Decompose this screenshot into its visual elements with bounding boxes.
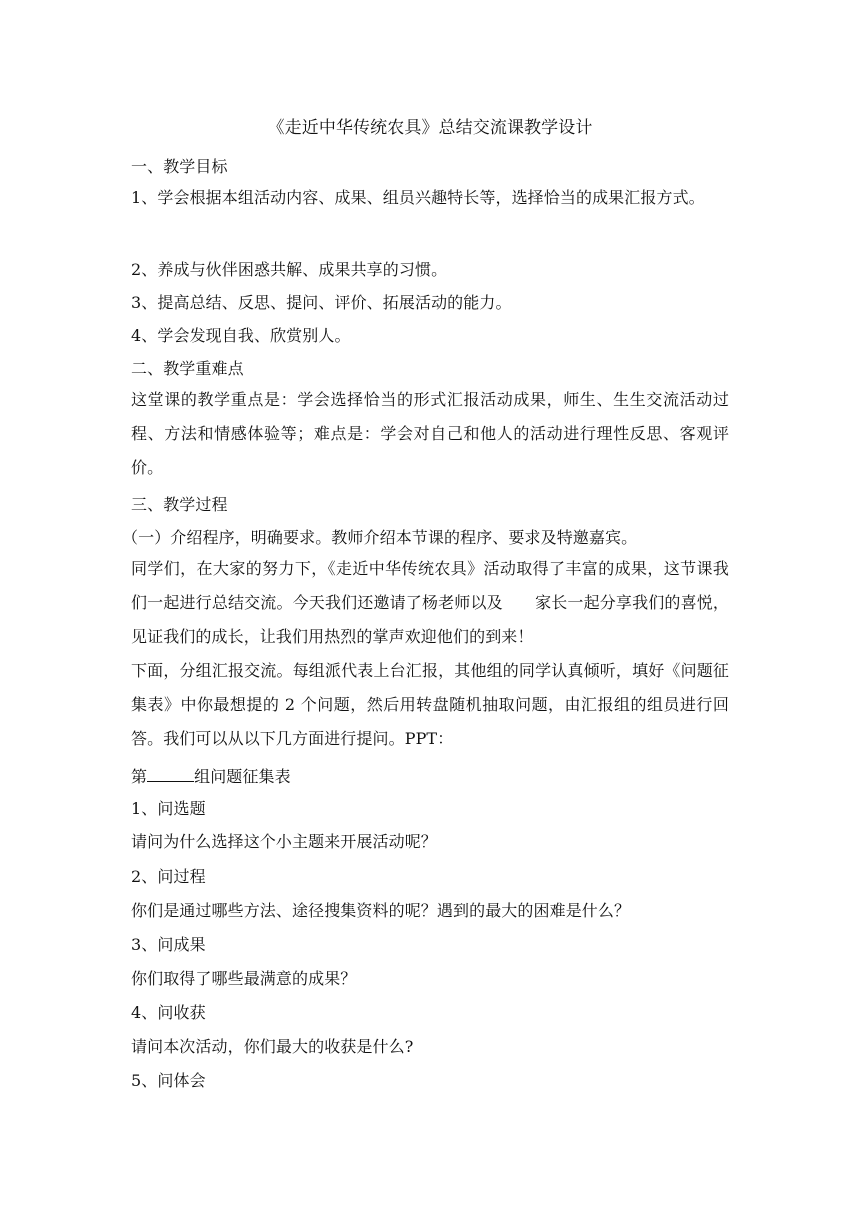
intro-paragraph: 同学们，在大家的努力下，《走近中华传统农具》活动取得了丰富的成果，这节课我们一起进行总结交流。今天我们还邀请了杨老师以及 家长一起分享我们的喜悦，见证我们的成长，让我们用热烈的掌声欢迎他们的到来！ <box>131 559 729 646</box>
question-5-label: 5、问体会 <box>131 1071 206 1090</box>
question-3-text: 你们取得了哪些最满意的成果？ <box>131 969 357 988</box>
goal-item-2: 2、养成与伙伴困惑共解、成果共享的习惯。 <box>131 260 448 279</box>
report-paragraph: 下面，分组汇报交流。每组派代表上台汇报，其他组的同学认真倾听，填好《问题征集表》中你最想提的 2 个问题，然后用转盘随机抽取问题，由汇报组的组员进行回答。我们可以从以下几方面进行提问。PPT： <box>131 661 729 748</box>
form-title-prefix: 第 <box>131 767 148 786</box>
section-heading-process: 三、教学过程 <box>131 495 228 514</box>
section-heading-goals: 一、教学目标 <box>131 157 228 176</box>
group-number-blank <box>147 763 194 782</box>
question-3-label: 3、问成果 <box>131 935 206 954</box>
form-title-suffix: 组问题征集表 <box>194 767 291 786</box>
goal-item-3: 3、提高总结、反思、提问、评价、拓展活动的能力。 <box>131 293 512 312</box>
goal-item-4: 4、学会发现自我、欣赏别人。 <box>131 326 351 345</box>
question-4-label: 4、问收获 <box>131 1003 206 1022</box>
question-2-label: 2、问过程 <box>131 867 206 886</box>
question-4-text: 请问本次活动，你们最大的收获是什么? <box>131 1037 414 1056</box>
process-step-1: （一）介绍程序，明确要求。教师介绍本节课的程序、要求及特邀嘉宾。 <box>122 528 638 547</box>
document-title: 《走近中华传统农具》总结交流课教学设计 <box>267 118 593 138</box>
question-form-title <box>131 763 729 789</box>
question-1-label: 1、问选题 <box>131 799 206 818</box>
question-2-text: 你们是通过哪些方法、途径搜集资料的呢？遇到的最大的困难是什么？ <box>131 901 631 920</box>
goal-item-1: 1、学会根据本组活动内容、成果、组员兴趣特长等，选择恰当的成果汇报方式。 <box>131 188 705 207</box>
key-points-paragraph: 这堂课的教学重点是：学会选择恰当的形式汇报活动成果，师生、生生交流活动过程、方法和情感体验等；难点是：学会对自己和他人的活动进行理性反思、客观评价。 <box>131 390 729 477</box>
question-1-text: 请问为什么选择这个小主题来开展活动呢？ <box>131 832 437 851</box>
section-heading-key-points: 二、教学重难点 <box>131 359 244 378</box>
